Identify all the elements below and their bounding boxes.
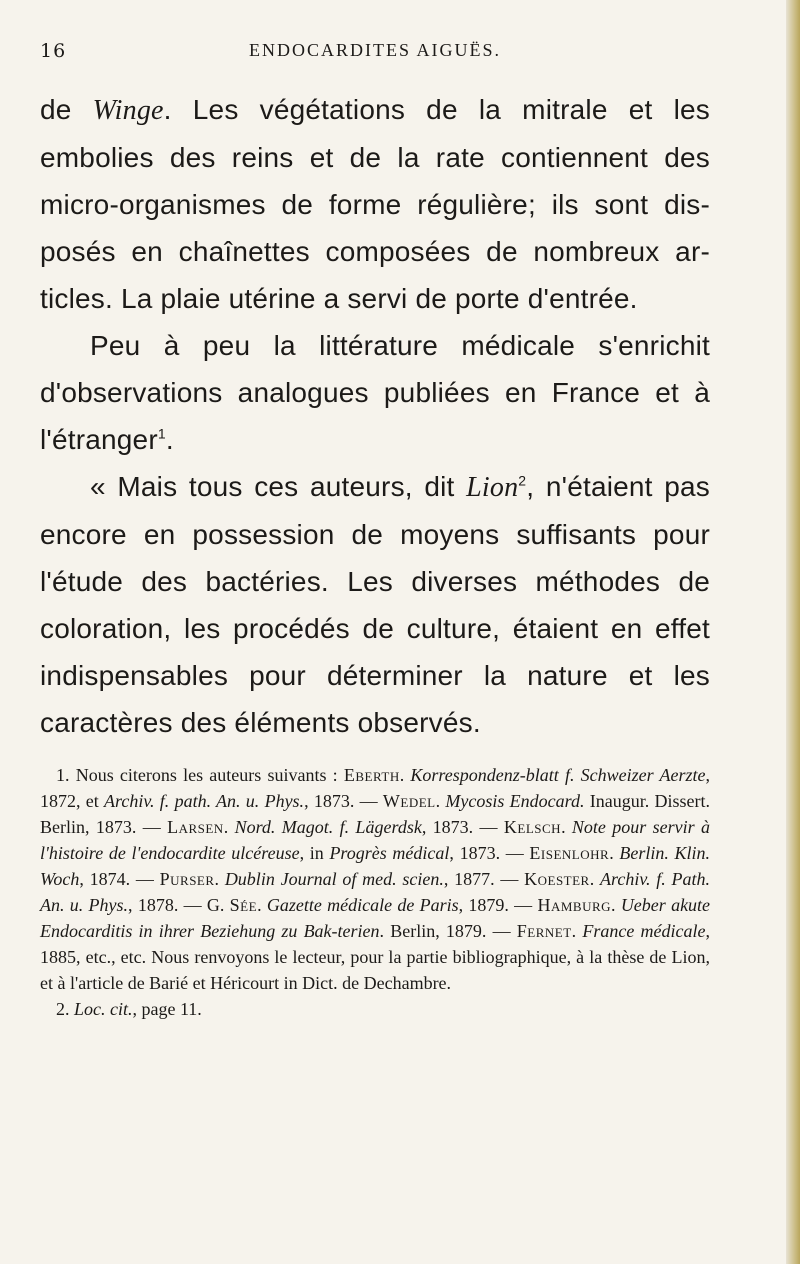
footnote-2: 2. Loc. cit., page 11. <box>56 999 202 1019</box>
paragraph-3: « Mais tous ces auteurs, dit Lion$^2$, n'étaient pas encore en possession de moyens suffisants pour l'étude des bactéries. Les diverses méthodes de coloration, les procédés de culture, étaient en effet indispensables pour déterminer la nature et les caractères des éléments observés. <box>40 471 711 738</box>
page-edge <box>786 0 800 1264</box>
book-page <box>40 40 710 1022</box>
footnote-ref-2[interactable]: 2 <box>518 472 527 489</box>
author-name: Lion <box>466 472 519 503</box>
footnotes <box>40 762 710 1022</box>
author-name: Winge <box>92 95 164 126</box>
paragraph-1: de Winge. Les végétations de la mitrale et les embolies des reins et de la rate contiennent des micro-organismes de forme régulière; ils sont dis-posés en chaînettes composées de nombreux ar-ticles. La plaie utérine a servi de porte d'entrée. <box>40 94 710 314</box>
footnote-1: 1. Nous citerons les auteurs suivants : Eberth. Korrespondenz-blatt f. Schweizer Aerzte, 1872, et Archiv. f. path. An. u. Phys., 1873. — Wedel. Mycosis Endocard. Inaugur. Dissert. Berlin, 1873. — Larsen. Nord. Magot. f. Lägerdsk, 1873. — Kelsch. Note pour servir à l'histoire de l'endocardite ulcéreuse, in Progrès médical, 1873. — Eisenlohr. Berlin. Klin. Woch, 1874. — Purser. Dublin Journal of med. scien., 1877. — Koester. Archiv. f. Path. An. u. Phys., 1878. — G. Sée. Gazette médicale de Paris, 1879. — Hamburg. Ueber akute Endocarditis in ihrer Beziehung zu Bak-terien. Berlin, 1879. — Fernet. France médicale, 1885, etc., etc. Nous renvoyons le lecteur, pour la partie bibliographique, à la thèse de Lion, et à l'article de Barié et Héricourt in Dict. de Dechambre. <box>40 765 711 993</box>
running-title: ENDOCARDITES AIGUËS. <box>248 40 501 60</box>
page-number: 16 <box>40 40 67 62</box>
page-header <box>40 40 710 86</box>
footnote-ref-1[interactable]: 1 <box>157 425 166 442</box>
paragraph-2: Peu à peu la littérature médicale s'enrichit d'observations analogues publiées en France et à l'étranger$^1$. <box>40 330 710 455</box>
